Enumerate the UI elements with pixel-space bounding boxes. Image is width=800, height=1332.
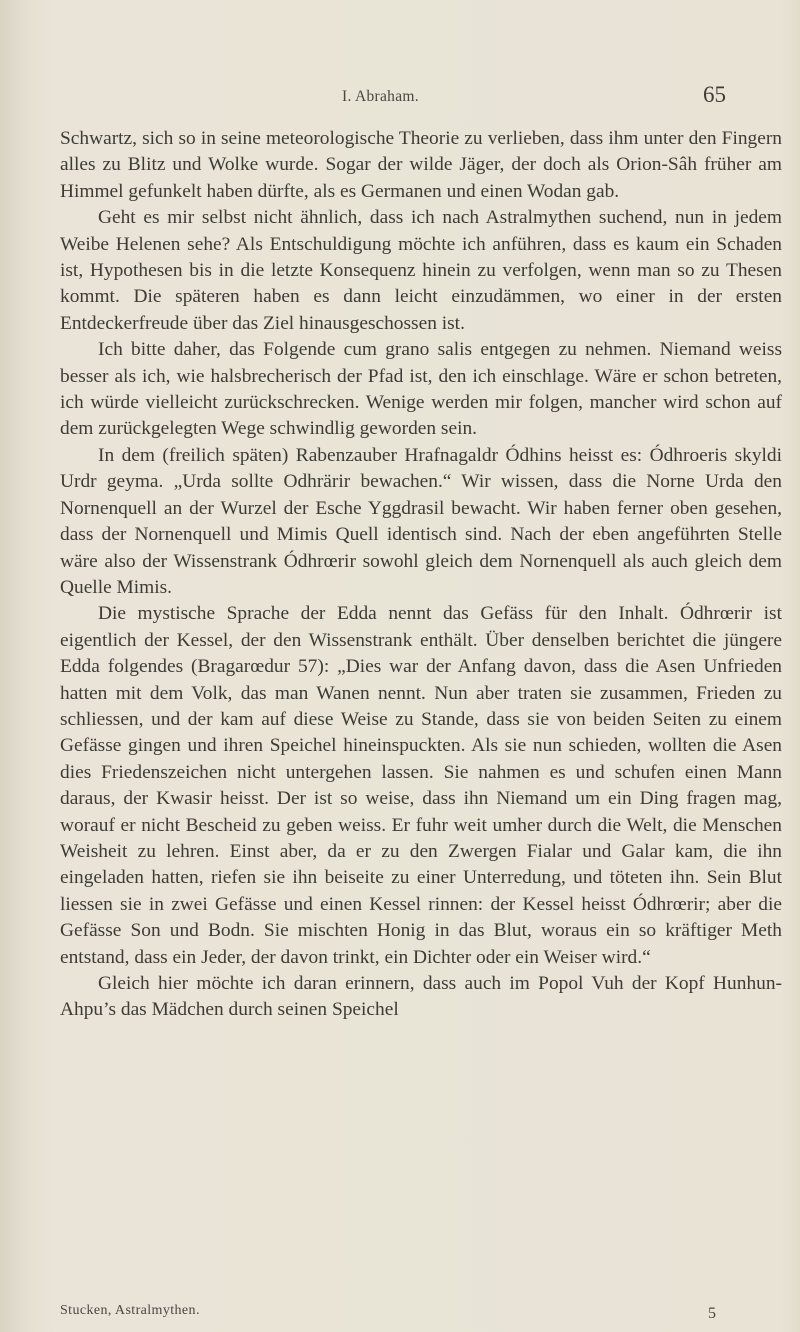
page-number: 65 bbox=[703, 82, 726, 107]
page-header bbox=[0, 82, 800, 116]
paragraph-5: Die mystische Sprache der Edda nennt das Gefäss für den Inhalt. Ódhrœrir ist eigentlich der Kessel, der den Wissenstrank enthält. Über denselben berichtet die jüngere Edda folgendes (Bragarœdur 57): „Dies war der Anfang davon, dass die Asen Unfrieden hatten mit dem Volk, das man Wanen nennt. Nun aber traten sie zusammen, Frieden zu schliessen, und der kam auf diese Weise zu Stande, dass sie von beiden Seiten zu einem Gefässe gingen und ihren Speichel hineinspuckten. Als sie nun schieden, wollten die Asen dies Friedenszeichen nicht untergehen lassen. Sie nahmen es und schufen einen Mann daraus, der Kwasir heisst. Der ist so weise, dass ihn Niemand um ein Ding fragen mag, worauf er nicht Bescheid zu geben weiss. Er fuhr weit umher durch die Welt, die Menschen Weisheit zu lehren. Einst aber, da er zu den Zwergen Fialar und Galar kam, die ihn eingeladen hatten, riefen sie ihn beiseite zu einer Unterredung, und töteten ihn. Sein Blut liessen sie in zwei Gefässe und einen Kessel rinnen: der Kessel heisst Ódhrœrir; aber die Gefässe Son und Bodn. Sie mischten Honig in das Blut, woraus ein so kräftiger Meth entstand, dass ein Jeder, der davon trinkt, ein Dichter oder ein Weiser wird.“ bbox=[60, 603, 782, 968]
paragraph-1: Schwartz, sich so in seine meteorologische Theorie zu verlieben, dass ihm unter den Fingern alles zu Blitz und Wolke wurde. Sogar der wilde Jäger, der doch als Orion-Sâh früher am Himmel gefunkelt haben dürfte, als es Germanen und einen Wodan gab. bbox=[60, 128, 782, 202]
paragraph-6: Gleich hier möchte ich daran erinnern, dass auch im Popol Vuh der Kopf Hunhun-Ahpu’s das Mädchen durch seinen Speichel bbox=[60, 973, 782, 1021]
page-footer bbox=[60, 1303, 782, 1327]
paragraph-4: In dem (freilich späten) Rabenzauber Hrafnagaldr Ódhins heisst es: Ódhroeris skyldi Urdr geyma. „Urda sollte Odhrärir bewachen.“ Wir wissen, dass die Norne Urda den Nornenquell an der Wurzel der Esche Yggdrasil bewacht. Wir haben ferner oben gesehen, dass der Nornenquell und Mimis Quell identisch sind. Nach der eben angeführten Stelle wäre also der Wissenstrank Ódhrœrir sowohl gleich dem Nornenquell als auch gleich dem Quelle Mimis. bbox=[60, 444, 782, 598]
body-text bbox=[60, 126, 782, 1024]
running-head: I. Abraham. bbox=[342, 88, 419, 105]
signature-number: 5 bbox=[708, 1305, 716, 1322]
signature-line: Stucken, Astralmythen. bbox=[60, 1303, 200, 1318]
paragraph-2: Geht es mir selbst nicht ähnlich, dass ich nach Astralmythen suchend, nun in jedem Weibe Helenen sehe? Als Entschuldigung möchte ich anführen, dass es kaum ein Schaden ist, Hypothesen bis in die letzte Konsequenz hinein zu verfolgen, wenn man so zu Thesen kommt. Die späteren haben es dann leicht einzudämmen, wo einer in der ersten Entdeckerfreude über das Ziel hinausgeschossen ist. bbox=[60, 207, 782, 334]
paragraph-3: Ich bitte daher, das Folgende cum grano salis entgegen zu nehmen. Niemand weiss besser als ich, wie halsbrecherisch der Pfad ist, den ich einschlage. Wäre er schon betreten, ich würde vielleicht zurückschrecken. Wenige werden mir folgen, mancher wird schon auf dem zurückgelegten Wege schwindlig geworden sein. bbox=[60, 339, 782, 440]
